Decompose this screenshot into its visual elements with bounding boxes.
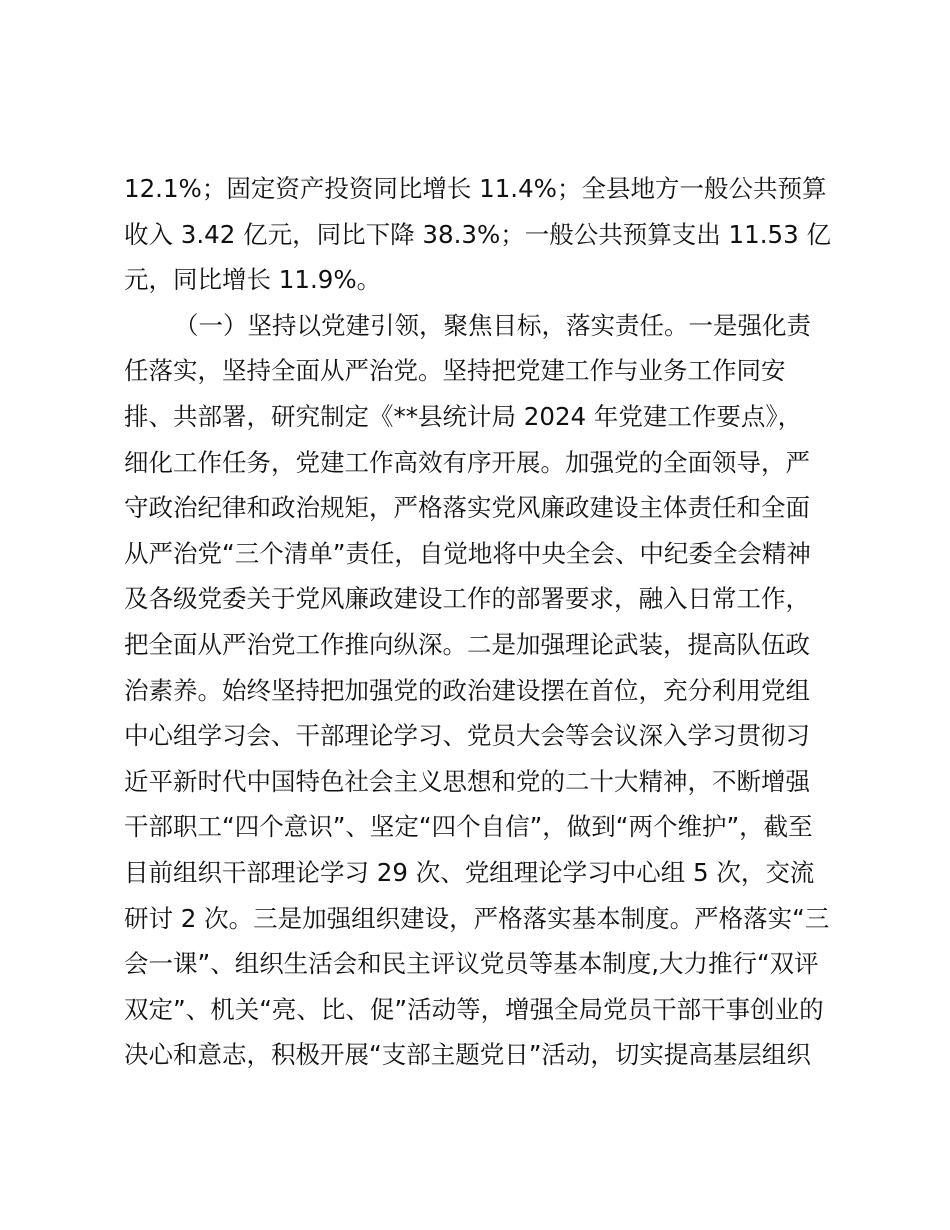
- body-text: [124, 166, 844, 1078]
- text-line: 任落实，坚持全面从严治党。坚持把党建工作与业务工作同安: [124, 356, 786, 386]
- text-line: 干部职工“四个意识”、坚定“四个自信”，做到“两个维护”，截至: [124, 812, 813, 842]
- text-line: 中心组学习会、干部理论学习、党员大会等会议深入学习贯彻习: [124, 721, 810, 751]
- section-heading-line: （一）坚持以党建引领，聚焦目标，落实责任。一是强化责: [174, 310, 811, 340]
- text-line: 细化工作任务，党建工作高效有序开展。加强党的全面领导，严: [124, 447, 810, 477]
- text-line: 排、共部署，研究制定《**县统计局 2024 年党建工作要点》，: [124, 401, 803, 431]
- text-line: 守政治纪律和政治规矩，严格落实党风廉政建设主体责任和全面: [124, 493, 810, 523]
- text-line: 治素养。始终坚持把加强党的政治建设摆在首位，充分利用党组: [124, 675, 810, 705]
- text-line: 把全面从严治党工作推向纵深。二是加强理论武装，提高队伍政: [124, 629, 810, 659]
- text-line: 12.1%；固定资产投资同比增长 11.4%；全县地方一般公共预算: [124, 174, 827, 203]
- text-line: 目前组织干部理论学习 29 次、党组理论学习中心组 5 次，交流: [124, 857, 815, 887]
- text-line: 决心和意志，积极开展“支部主题党日”活动，切实提高基层组织: [124, 1040, 811, 1070]
- text-line: 双定”、机关“亮、比、促”活动等，增强全局党员干部干事创业的: [124, 994, 824, 1024]
- text-line: 从严治党“三个清单”责任，自觉地将中央全会、中纪委全会精神: [124, 538, 811, 568]
- text-line: 研讨 2 次。三是加强组织建设，严格落实基本制度。严格落实“三: [124, 903, 830, 933]
- text-line: 元，同比增长 11.9%。: [124, 265, 382, 295]
- text-line: 及各级党委关于党风廉政建设工作的部署要求，融入日常工作，: [124, 584, 810, 614]
- text-line: 近平新时代中国特色社会主义思想和党的二十大精神，不断增强: [124, 766, 810, 796]
- text-line: 会一课”、组织生活会和民主评议党员等基本制度,大力推行“双评: [124, 949, 819, 979]
- text-line: 收入 3.42 亿元，同比下降 38.3%；一般公共预算支出 11.53 亿: [124, 219, 831, 249]
